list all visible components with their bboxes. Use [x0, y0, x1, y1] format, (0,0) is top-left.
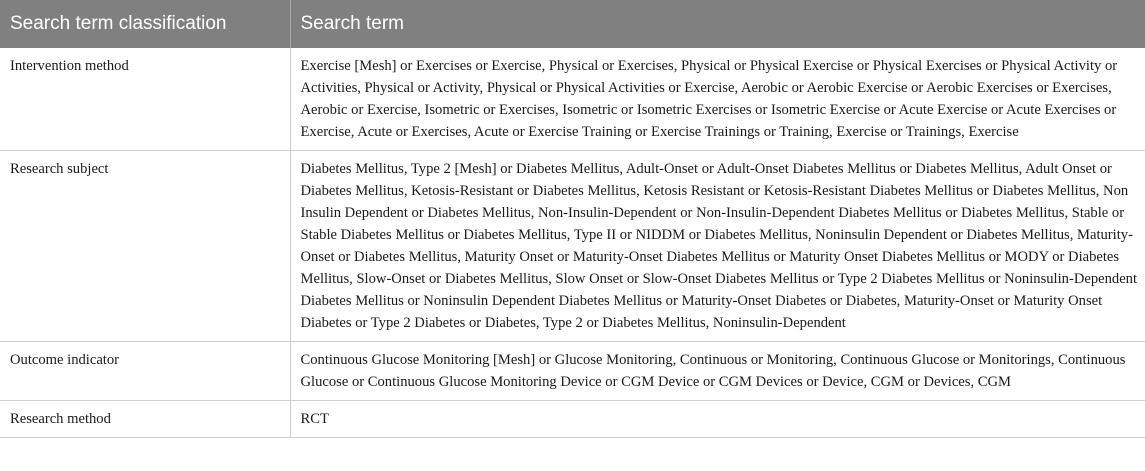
header-search-term: Search term: [300, 13, 404, 34]
classification-cell: Research subject: [0, 151, 290, 342]
search-term-cell: Continuous Glucose Monitoring [Mesh] or Glucose Monitoring, Continuous or Monitoring, Continuous Glucose or Monitorings, Continuous Glucose or Continuous Glucose Monitoring Device or CGM Device or CGM Devices or Device, CGM or Devices, CGM: [290, 342, 1145, 401]
classification-cell: Intervention method: [0, 48, 290, 151]
search-term-cell: Diabetes Mellitus, Type 2 [Mesh] or Diabetes Mellitus, Adult-Onset or Adult-Onset Diabetes Mellitus or Diabetes Mellitus, Adult Onset or Diabetes Mellitus, Ketosis-Resistant or Diabetes Mellitus, Ketosis Resistant or Ketosis-Resistant Diabetes Mellitus or Diabetes Mellitus, Non Insulin Dependent or Diabetes Mellitus, Non-Insulin-Dependent or Non-Insulin-Dependent Diabetes Mellitus or Diabetes Mellitus, Stable or Stable Diabetes Mellitus or Diabetes Mellitus, Type II or NIDDM or Diabetes Mellitus, Noninsulin Dependent or Diabetes Mellitus, Maturity-Onset or Diabetes Mellitus, Maturity Onset or Maturity-Onset Diabetes Mellitus or Maturity Onset Diabetes Mellitus or MODY or Diabetes Mellitus, Slow-Onset or Diabetes Mellitus, Slow Onset or Slow-Onset Diabetes Mellitus or Type 2 Diabetes Mellitus or Noninsulin-Dependent Diabetes Mellitus or Noninsulin Dependent Diabetes Mellitus or Maturity-Onset Diabetes or Diabetes, Maturity-Onset or Maturity Onset Diabetes or Type 2 Diabetes or Diabetes, Type 2 or Diabetes Mellitus, Noninsulin-Dependent: [290, 151, 1145, 342]
table-row: [0, 151, 1145, 342]
search-term-cell: Exercise [Mesh] or Exercises or Exercise, Physical or Exercises, Physical or Physical Exercise or Physical Exercises or Physical Activity or Activities, Physical or Activity, Physical or Physical Activities or Exercise, Aerobic or Aerobic Exercise or Aerobic Exercises or Exercises, Aerobic or Exercise, Isometric or Exercises, Isometric or Isometric Exercises or Isometric Exercise or Acute Exercise or Acute Exercises or Exercise, Acute or Exercises, Acute or Exercise Training or Exercise Trainings or Training, Exercise or Trainings, Exercise: [290, 48, 1145, 151]
table-row: [0, 401, 1145, 438]
table-row: [0, 48, 1145, 151]
table-body: [0, 48, 1145, 438]
header-row: [0, 0, 1145, 48]
table-row: [0, 342, 1145, 401]
header-search-term-classification: Search term classification: [0, 0, 290, 48]
classification-cell: Research method: [0, 401, 290, 438]
search-term-cell: RCT: [290, 401, 1145, 438]
classification-cell: Outcome indicator: [0, 342, 290, 401]
table-header: [0, 0, 1145, 48]
